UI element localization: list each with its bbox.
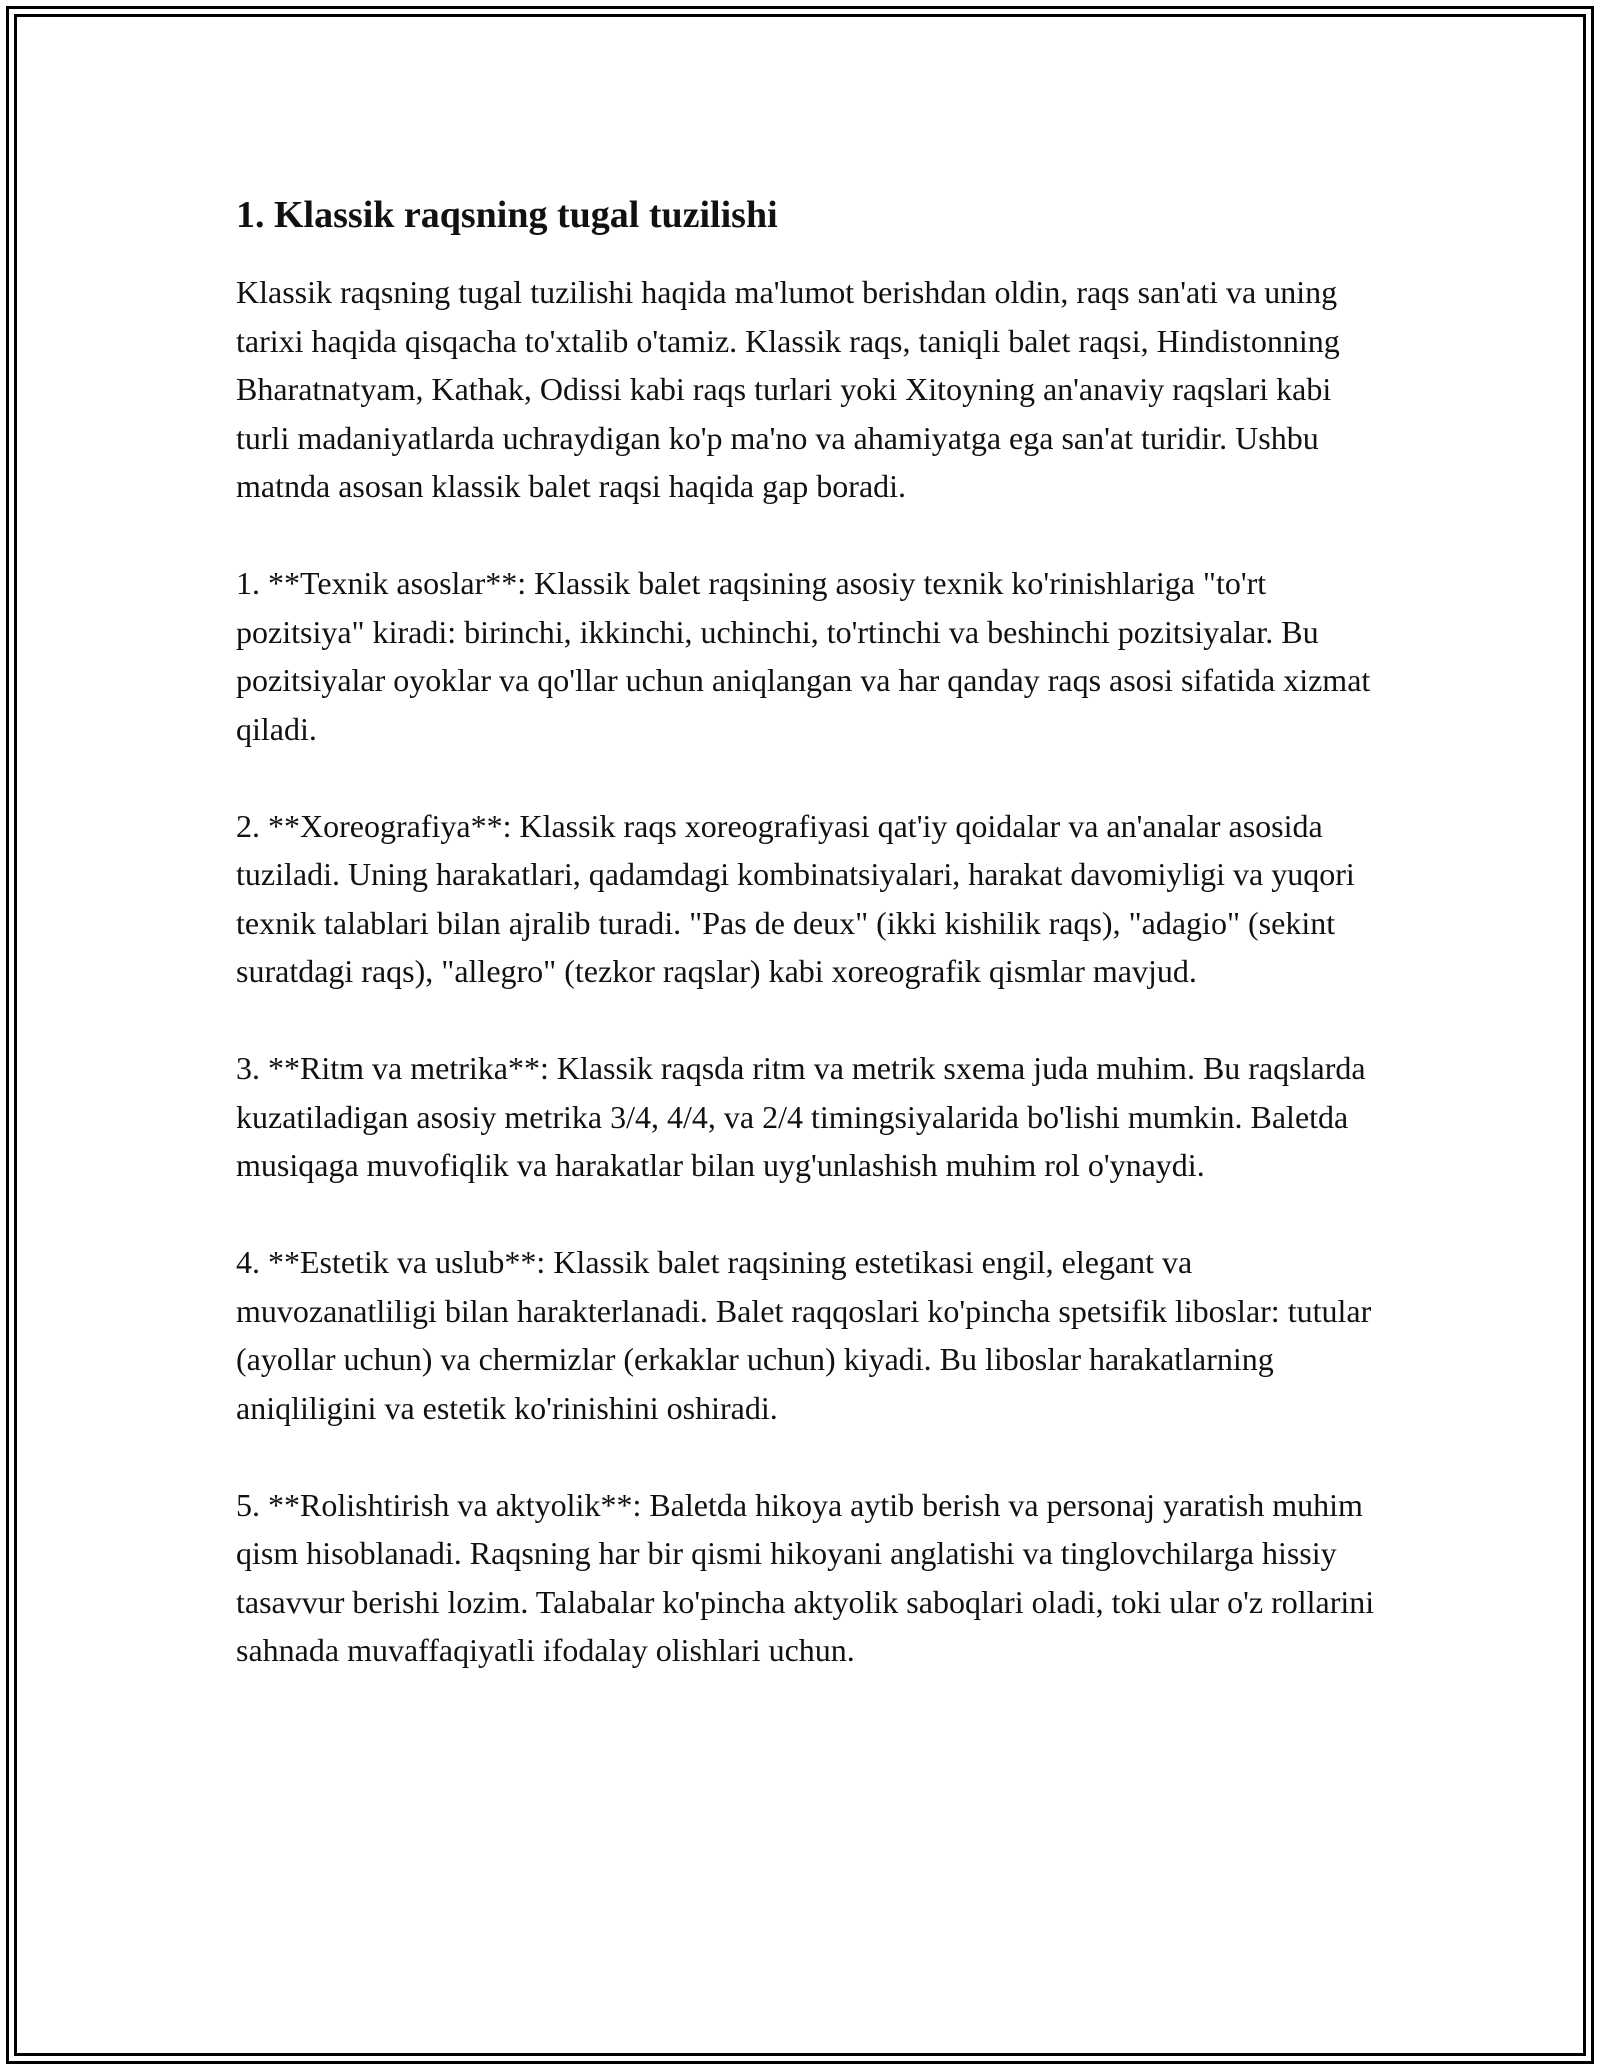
paragraph-rolishtirish-va-aktyolik: 5. **Rolishtirish va aktyolik**: Baletda hikoya aytib berish va personaj yaratish muhim qism hisoblanadi. Raqsning har bir qismi hikoyani anglatishi va tinglovchilarga hissiy tasavvur berishi lozim. Talabalar ko'pincha aktyolik saboqlari oladi, toki ular o'z rollarini sahnada muvaffaqiyatli ifodalay olishlari uchun. — [236, 1486, 1375, 1668]
document-title: 1. Klassik raqsning tugal tuzilishi — [236, 194, 778, 236]
paragraph-ritm-va-metrika: 3. **Ritm va metrika**: Klassik raqsda ritm va metrik sxema juda muhim. Bu raqslarda kuzatiladigan asosiy metrika 3/4, 4/4, va 2/4 timingsiyalarida bo'lishi mumkin. Baletda musiqaga muvofiqlik va harakatlar bilan uyg'unlashish muhim rol o'ynaydi. — [236, 1050, 1366, 1183]
paragraph-xoreografiya: 2. **Xoreografiya**: Klassik raqs xoreografiyasi qat'iy qoidalar va an'analar asosida tuziladi. Uning harakatlari, qadamdagi kombinatsiyalari, harakat davomiyligi va yuqori texnik talablari bilan ajralib turadi. "Pas de deux" (ikki kishilik raqs), "adagio" (sekint suratdagi raqs), "allegro" (tezkor raqslar) kabi xoreografik qismlar mavjud. — [236, 807, 1355, 989]
intro-paragraph: Klassik raqsning tugal tuzilishi haqida ma'lumot berishdan oldin, raqs san'ati va uning tarixi haqida qisqacha to'xtalib o'tamiz. Klassik raqs, taniqli balet raqsi, Hindistonning Bharatnatyam, Kathak, Odissi kabi raqs turlari yoki Xitoyning an'anaviy raqslari kabi turli madaniyatlarda uchraydigan ko'p ma'no va ahamiyatga ega san'at turidir. Ushbu matnda asosan klassik balet raqsi haqida gap boradi. — [236, 274, 1340, 504]
paragraph-estetik-va-uslub: 4. **Estetik va uslub**: Klassik balet raqsining estetikasi engil, elegant va muvozanatliligi bilan harakterlanadi. Balet raqqoslari ko'pincha spetsifik liboslar: tutular (ayollar uchun) va chermizlar (erkaklar uchun) kiyadi. Bu liboslar harakatlarning aniqliligini va estetik ko'rinishini oshiradi. — [236, 1244, 1372, 1426]
paragraph-texnik-asoslar: 1. **Texnik asoslar**: Klassik balet raqsining asosiy texnik ko'rinishlariga "to'rt pozitsiya" kiradi: birinchi, ikkinchi, uchinchi, to'rtinchi va beshinchi pozitsiyalar. Bu pozitsiyalar oyoklar va qo'llar uchun aniqlangan va har qanday raqs asosi sifatida xizmat qiladi. — [236, 565, 1371, 747]
document-body — [236, 188, 1376, 1675]
